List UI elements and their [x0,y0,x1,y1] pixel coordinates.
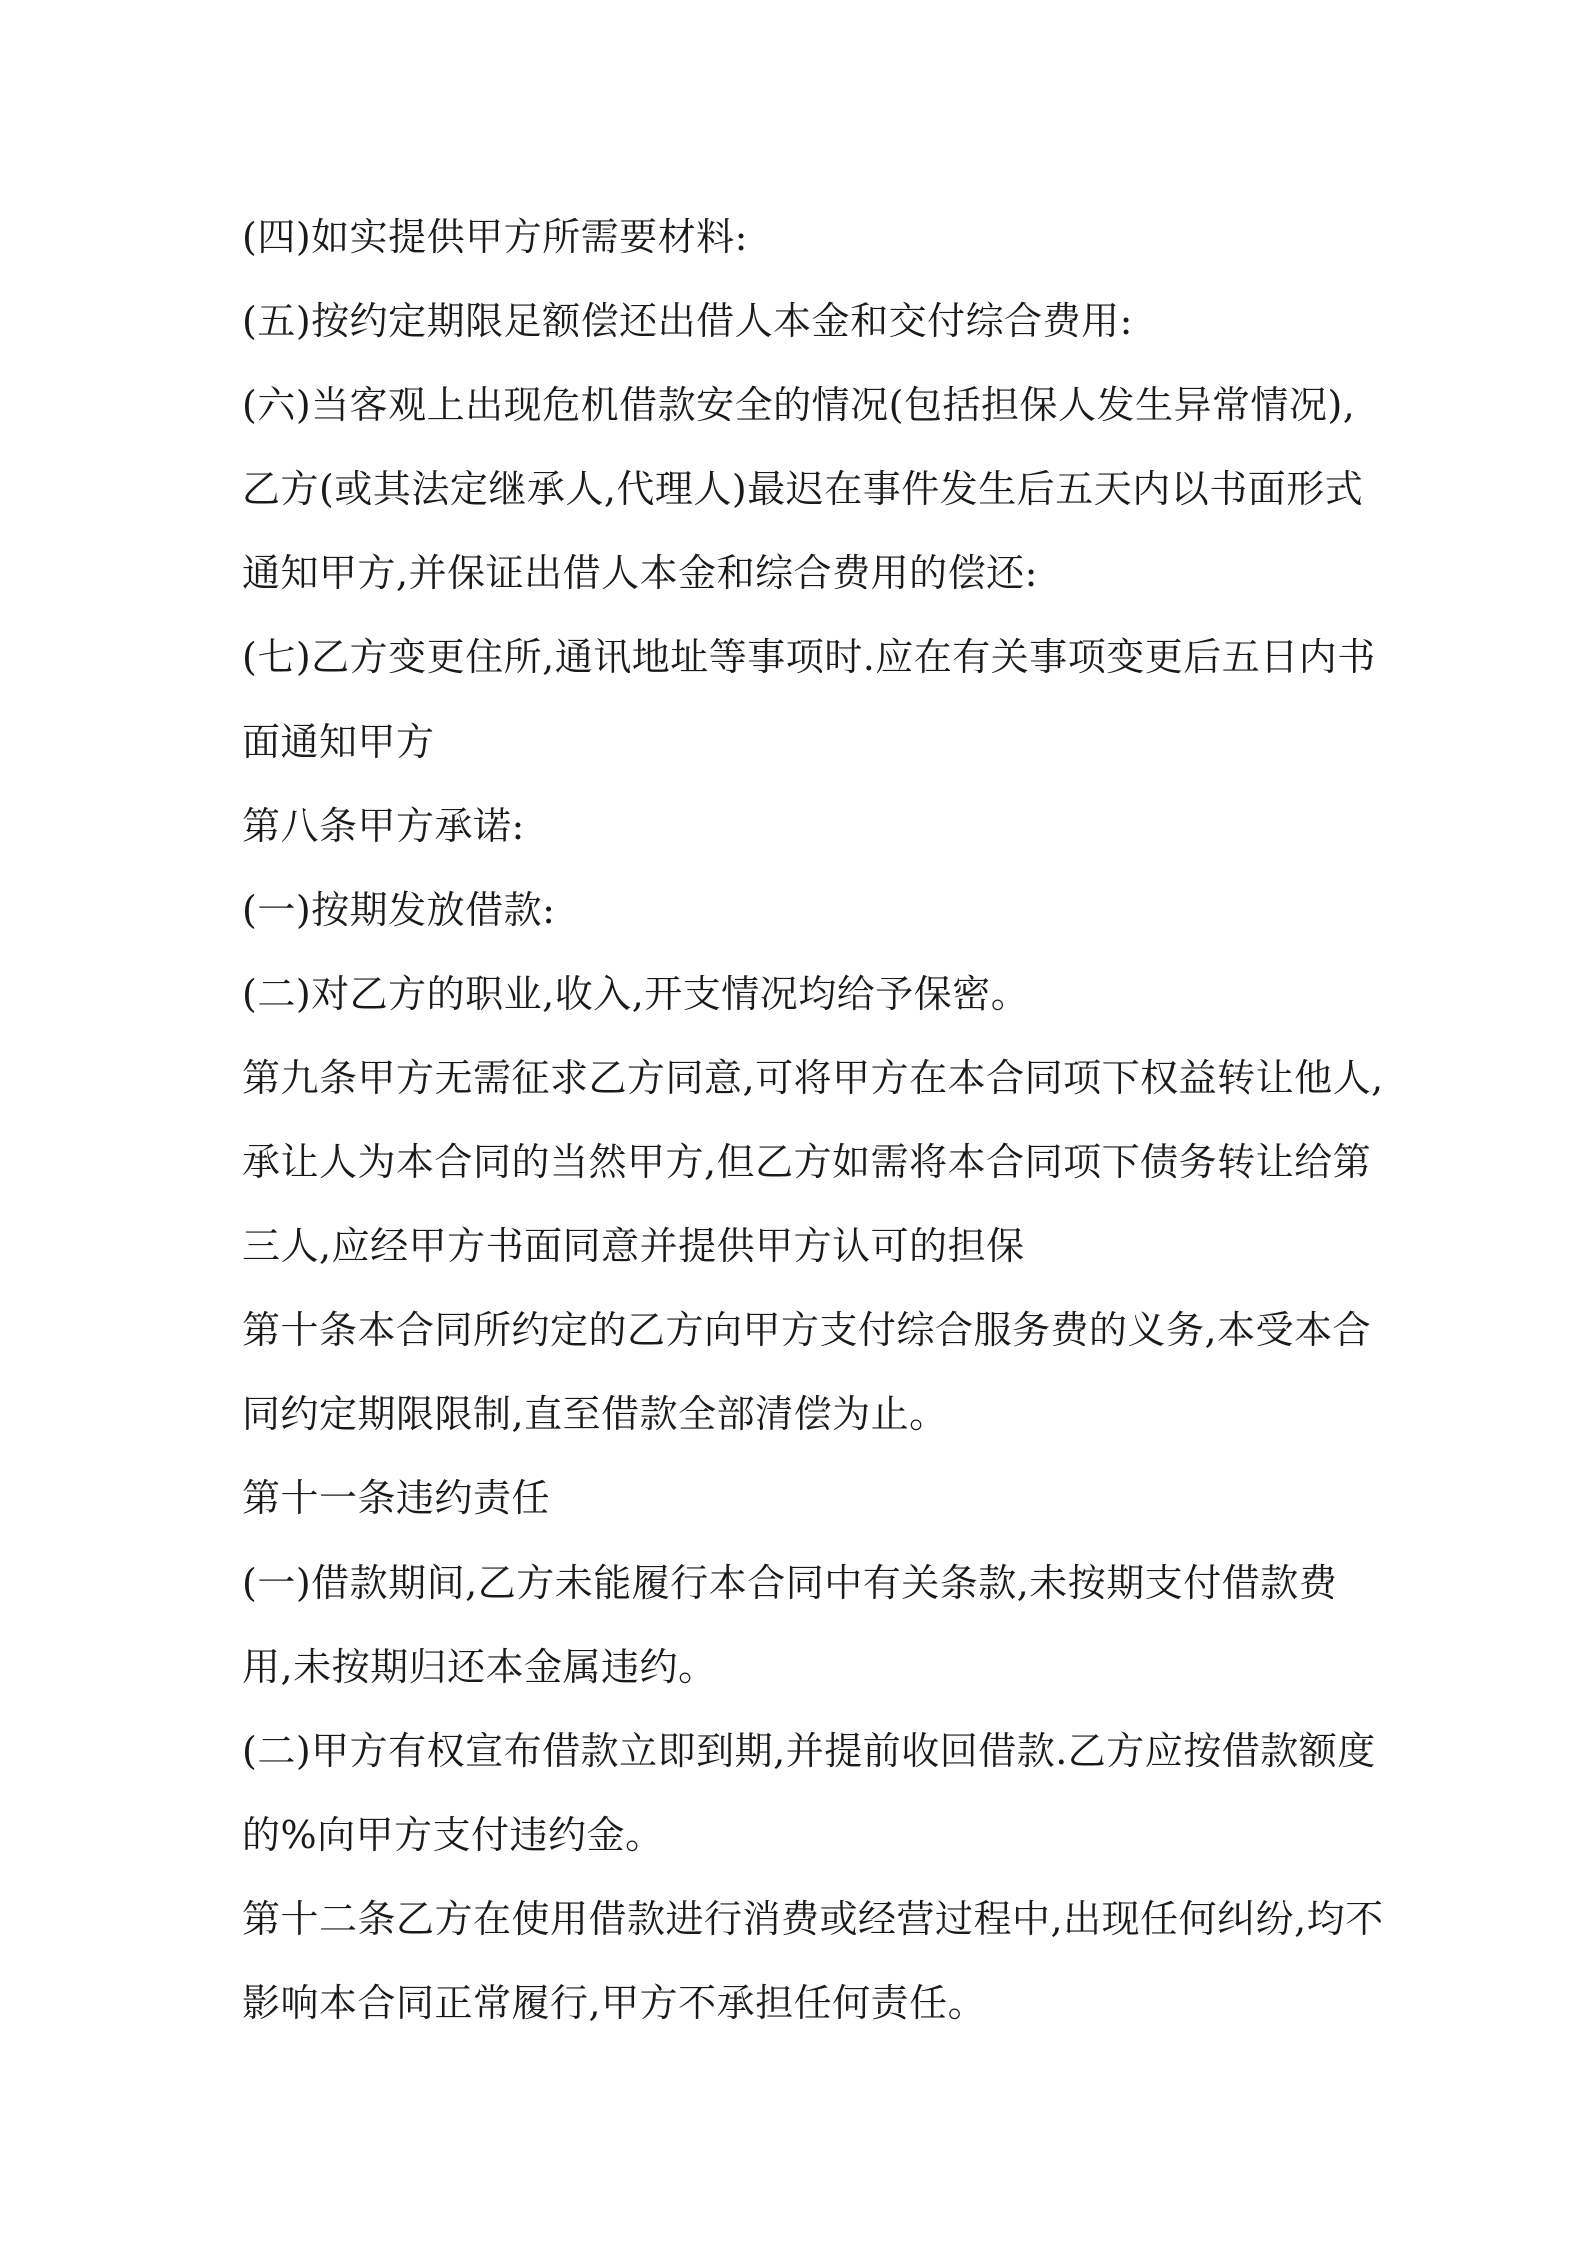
text-line: 乙方(或其法定继承人,代理人)最迟在事件发生后五天内以书面形式 [242,467,1364,512]
text-line: (二)甲方有权宣布借款立即到期,并提前收回借款.乙方应按借款额度 [242,1728,1376,1773]
text-line: 承让人为本合同的当然甲方,但乙方如需将本合同项下债务转让给第 [242,1140,1372,1185]
text-line: 同约定期限限制,直至借款全部清偿为止。 [242,1392,948,1437]
text-line: 第十条本合同所约定的乙方向甲方支付综合服务费的义务,本受本合 [242,1308,1372,1353]
text-line: 的%向甲方支付违约金。 [242,1812,664,1857]
text-line: 第十二条乙方在使用借款进行消费或经营过程中,出现任何纠纷,均不 [242,1896,1384,1941]
text-line: (二)对乙方的职业,收入,开支情况均给予保密。 [242,971,1030,1016]
text-line: (六)当客观上出现危机借款安全的情况(包括担保人发生异常情况), [242,383,1356,428]
text-line: (一)借款期间,乙方未能履行本合同中有关条款,未按期支付借款费 [242,1560,1338,1605]
text-line: 第九条甲方无需征求乙方同意,可将甲方在本合同项下权益转让他人, [242,1055,1384,1100]
text-line: (七)乙方变更住所,通讯地址等事项时.应在有关事项变更后五日内书 [242,635,1376,680]
text-line: 通知甲方,并保证出借人本金和综合费用的偿还: [242,551,1038,596]
contract-text-block [242,195,1384,2045]
text-line: (四)如实提供甲方所需要材料: [242,215,748,259]
section-heading: 第十一条违约责任 [242,1476,551,1521]
text-line: (一)按期发放借款: [242,887,556,932]
section-heading: 第八条甲方承诺: [242,803,525,848]
text-line: 面通知甲方 [242,719,435,764]
text-line: 影响本合同正常履行,甲方不承担任何责任。 [242,1980,987,2025]
text-line: 用,未按期归还本金属违约。 [242,1644,717,1689]
text-line: 三人,应经甲方书面同意并提供甲方认可的担保 [242,1224,1025,1269]
text-line: (五)按约定期限足额偿还出借人本金和交付综合费用: [242,299,1133,344]
